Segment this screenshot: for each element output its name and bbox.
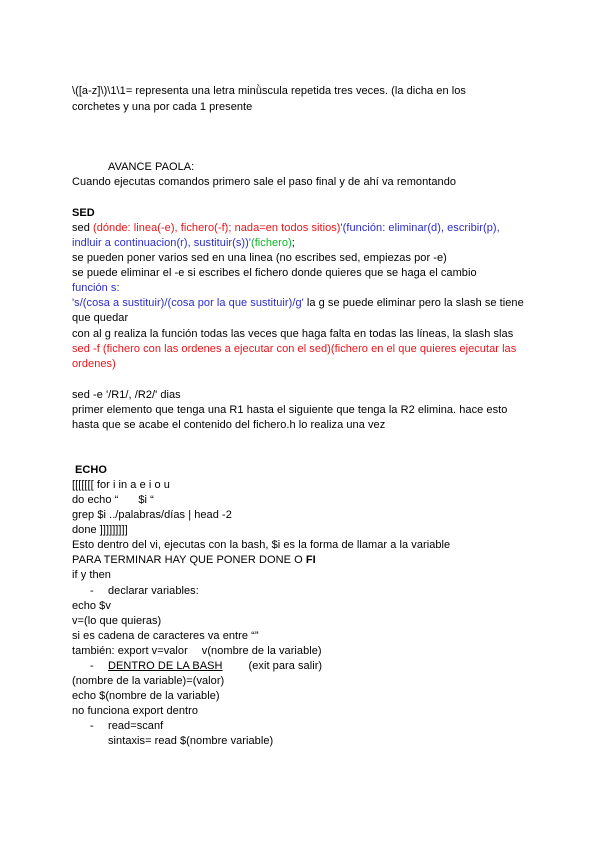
echo-line-grep: grep $i ../palabras/días | head -2 xyxy=(72,509,232,521)
echo-line-no-export: no funciona export dentro xyxy=(72,705,199,717)
echo-line-terminar: PARA TERMINAR HAY QUE PONER DONE O FI xyxy=(72,554,316,566)
sed-explanation-1: primer elemento que tenga una R1 hasta el siguiente que tenga la R2 elimina. hace esto xyxy=(72,404,508,416)
sed-funcion-label: función s: xyxy=(72,282,120,294)
echo-line-do: do echo “ $i “ xyxy=(72,494,154,506)
echo-line-echo-nombre: echo $(nombre de la variable) xyxy=(72,690,220,702)
echo-line-sintaxis: sintaxis= read $(nombre variable) xyxy=(108,735,274,747)
echo-line-nombre-valor: (nombre de la variable)=(valor) xyxy=(72,675,225,687)
echo-line-export: también: export v=valor v(nombre de la variable) xyxy=(72,645,322,657)
sed-note-2: se puede eliminar el -e si escribes el fichero donde quieres que se haga el cambio xyxy=(72,267,477,279)
sed-heading: SED xyxy=(72,207,95,219)
sed-subst-line-2: que quedar xyxy=(72,312,129,324)
sed-file-line-2: ordenes) xyxy=(72,358,116,370)
echo-line-for: [[[[[[[ for i in a e i o u xyxy=(72,479,170,491)
bullet-dash-3: - xyxy=(90,720,94,732)
echo-line-declarar: declarar variables: xyxy=(108,585,199,597)
intro-line-2: corchetes y una por cada 1 presente xyxy=(72,101,253,113)
echo-line-dentro-bash: DENTRO DE LA BASH (exit para salir) xyxy=(108,660,323,672)
sed-subst-line: 's/(cosa a sustituir)/(cosa por la que sustituir)/g' la g se puede eliminar pero la slash se tiene xyxy=(72,297,524,309)
echo-line-v-assign: v=(lo que quieras) xyxy=(72,615,162,627)
echo-line-if: if y then xyxy=(72,569,111,581)
sed-note-1: se pueden poner varios sed en una linea (no escribes sed, empiezas por -e) xyxy=(72,252,447,264)
avance-line: Cuando ejecutas comandos primero sale el paso final y de ahí va remontando xyxy=(72,176,457,188)
bullet-dash-1: - xyxy=(90,585,94,597)
intro-line-1: \([a-z]\)\1\1= representa una letra minǜscula repetida tres veces. (la dicha en los xyxy=(72,85,466,97)
bullet-dash-2: - xyxy=(90,660,94,672)
echo-line-explain: Esto dentro del vi, ejecutas con la bash, $i es la forma de llamar a la variable xyxy=(72,539,451,551)
sed-file-line-1: sed -f (fichero con las ordenes a ejecutar con el sed)(fichero en el que quieres ejecutar las xyxy=(72,343,517,355)
sed-note-3: con al g realiza la función todas las veces que haga falta en todas las líneas, la slash slas xyxy=(72,328,514,340)
sed-explanation-2: hasta que se acabe el contenido del fichero.h lo realiza una vez xyxy=(72,419,386,431)
echo-heading: ECHO xyxy=(75,464,107,476)
sed-example: sed -e '/R1/, /R2/' dias xyxy=(72,389,181,401)
sed-syntax-line-1: sed (dónde: linea(-e), fichero(-f); nada=en todos sitios)'(función: eliminar(d), escribir(p), xyxy=(72,222,500,234)
echo-line-done: done ]]]]]]]]] xyxy=(72,524,128,536)
sed-syntax-line-2: indluir a continuacion(r), sustituir(s))'(fichero); xyxy=(72,237,295,249)
echo-line-cadena: si es cadena de caracteres va entre “” xyxy=(72,630,259,642)
echo-line-echo-v: echo $v xyxy=(72,600,111,612)
echo-line-read: read=scanf xyxy=(108,720,164,732)
avance-title: AVANCE PAOLA: xyxy=(108,161,195,173)
